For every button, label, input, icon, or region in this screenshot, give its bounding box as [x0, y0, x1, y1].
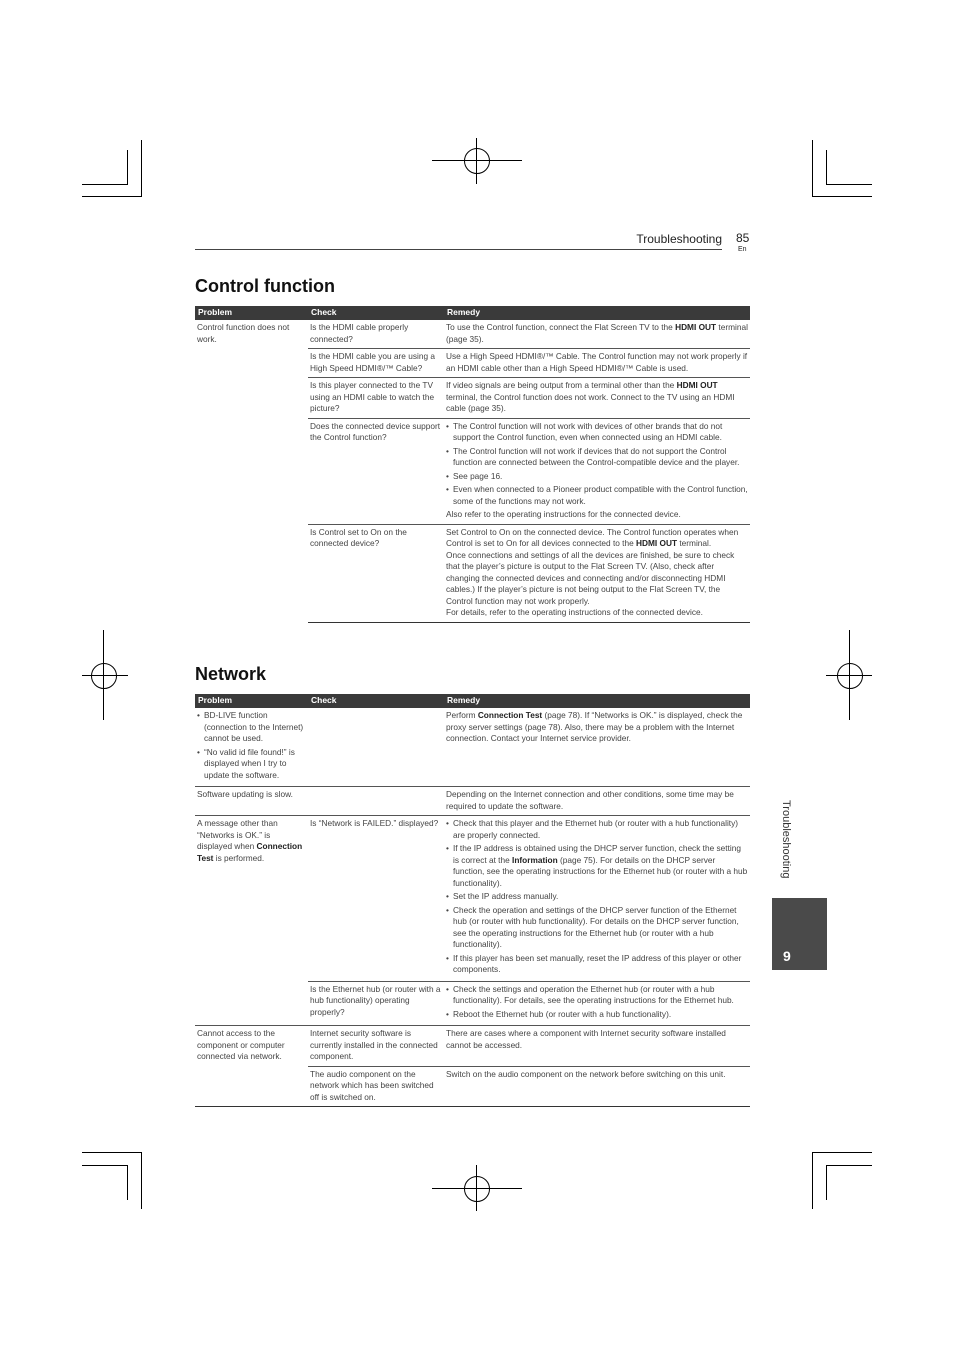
- remedy-bullet-list: [446, 818, 748, 976]
- remedy-bullet-list: [446, 984, 748, 1021]
- problem-bullet-list: [197, 710, 306, 781]
- registration-circle: [837, 663, 863, 689]
- table-row: [195, 787, 750, 816]
- remedy-cell: Perform Connection Test (page 78). If “Networks is OK.” is displayed, check the proxy server settings (page 78). Also, there may be a problem with the Internet connection. Contact your Internet service provider.: [444, 708, 750, 787]
- crop-mark: [812, 1152, 813, 1209]
- crop-mark: [82, 196, 142, 197]
- problem-cell: Control function does not work.: [197, 322, 290, 344]
- remedy-paragraph: Set Control to On on the connected device. The Control function operates when Control is set to On for all devices connected to the HDMI OUT terminal.: [446, 526, 739, 548]
- column-header-check: Check: [308, 306, 444, 320]
- remedy-cell: To use the Control function, connect the Flat Screen TV to the HDMI OUT terminal (page 35).: [444, 320, 750, 349]
- table-header-row: [195, 306, 750, 320]
- crop-mark: [826, 1165, 827, 1200]
- remedy-paragraph: Once connections and settings of all the devices are finished, be sure to check that the player’s picture is output to the Flat Screen TV. (Also, check after changing the connected devices and connecting and/or disconnecting HDMI cables.) If the player’s picture is not being output to the Flat Screen TV, the Control function may not work properly.: [446, 549, 735, 606]
- check-cell: Is the Ethernet hub (or router with a hub functionality) operating properly?: [308, 981, 444, 1026]
- check-cell: Is this player connected to the TV using an HDMI cable to watch the picture?: [308, 378, 444, 419]
- list-item: • The Control function will not work with devices of other brands that do not support the Control function, even when connected using an HDMI cable.: [453, 421, 748, 444]
- list-item: • Even when connected to a Pioneer product compatible with the Control function, some of the functions may not work.: [453, 484, 748, 507]
- list-item: • Check the settings and operation the Ethernet hub (or router with a hub functionality). For details, see the operating instructions for the Ethernet hub.: [453, 984, 748, 1007]
- crop-mark: [812, 196, 872, 197]
- remedy-cell: If video signals are being output from a terminal other than the HDMI OUT terminal, the Control function does not work. Connect to the TV using an HDMI cable (page 35).: [444, 378, 750, 419]
- crop-mark: [82, 1152, 142, 1153]
- check-cell: [308, 708, 444, 787]
- list-item: • Check that this player and the Ethernet hub (or router with a hub functionality) are properly connected.: [453, 818, 748, 841]
- problem-cell: Software updating is slow.: [195, 787, 308, 816]
- section-title-network: Network: [195, 664, 267, 684]
- list-item: • Set the IP address manually.: [453, 891, 748, 903]
- remedy-note: Also refer to the operating instructions for the connected device.: [446, 509, 681, 519]
- registration-circle: [91, 663, 117, 689]
- list-item: • If this player has been set manually, reset the IP address of this player or other components.: [453, 953, 748, 976]
- problem-cell: Cannot access to the component or computer connected via network.: [195, 1026, 308, 1107]
- crop-mark: [826, 150, 827, 185]
- remedy-cell: Switch on the audio component on the network before switching on this unit.: [444, 1066, 750, 1107]
- list-item: • BD-LIVE function (connection to the Internet) cannot be used.: [204, 710, 306, 745]
- crop-mark: [82, 1165, 128, 1166]
- list-item: • Check the operation and settings of the DHCP server function of the Ethernet hub (or router with hub functionality). For details on the DHCP server function, see the operating instructions for the Ethernet hub (or router with a hub functionality).: [453, 905, 748, 951]
- column-header-check: Check: [308, 694, 444, 708]
- check-cell: Is the HDMI cable properly connected?: [308, 320, 444, 349]
- side-section-label: Troubleshooting: [780, 800, 792, 879]
- crop-mark: [141, 1152, 142, 1209]
- network-table: [195, 694, 750, 1107]
- table-row: [195, 320, 750, 349]
- remedy-paragraph: For details, refer to the operating instructions of the connected device.: [446, 607, 703, 617]
- column-header-problem: Problem: [195, 694, 308, 708]
- crop-mark: [127, 150, 128, 185]
- remedy-cell: [444, 816, 750, 982]
- table-row: [195, 816, 750, 982]
- header-rule: [195, 249, 722, 250]
- remedy-cell: Use a High Speed HDMI®/™ Cable. The Control function may not work properly if an HDMI cable other than a High Speed HDMI®/™ Cable is used.: [444, 349, 750, 378]
- check-cell: The audio component on the network which has been switched off is switched on.: [308, 1066, 444, 1107]
- running-header-title: Troubleshooting: [636, 232, 722, 246]
- table-row: [195, 708, 750, 787]
- table-row: [195, 1026, 750, 1067]
- table-header-row: [195, 694, 750, 708]
- list-item: • If the IP address is obtained using the DHCP server function, check the setting is correct at the Information (page 75). For details on the DHCP server function, see the operating instructions for the Ethernet hub (or router with a hub functionality).: [453, 843, 748, 889]
- column-header-remedy: Remedy: [444, 306, 750, 320]
- problem-cell: [195, 708, 308, 787]
- crop-mark: [826, 1165, 872, 1166]
- chapter-tab: [772, 898, 827, 970]
- list-item: • Reboot the Ethernet hub (or router with a hub functionality).: [453, 1009, 748, 1021]
- list-item: • “No valid id file found!” is displayed when I try to update the software.: [204, 747, 306, 782]
- check-cell: Does the connected device support the Control function?: [308, 418, 444, 524]
- remedy-bullet-list: [446, 421, 748, 508]
- check-cell: Is the HDMI cable you are using a High Speed HDMI®/™ Cable?: [308, 349, 444, 378]
- remedy-cell: [444, 418, 750, 524]
- check-cell: Is “Network is FAILED.” displayed?: [308, 816, 444, 982]
- column-header-problem: Problem: [195, 306, 308, 320]
- registration-circle: [464, 148, 490, 174]
- crop-mark: [141, 140, 142, 197]
- crop-mark: [82, 184, 128, 185]
- crop-mark: [127, 1165, 128, 1200]
- check-cell: [308, 787, 444, 816]
- check-cell: Internet security software is currently installed in the connected component.: [308, 1026, 444, 1067]
- section-title-control-function: Control function: [195, 276, 335, 296]
- remedy-cell: Depending on the Internet connection and other conditions, some time may be required to update the software.: [444, 787, 750, 816]
- control-function-table: [195, 306, 750, 623]
- crop-mark: [812, 140, 813, 197]
- list-item: • See page 16.: [453, 471, 748, 483]
- problem-cell: A message other than “Networks is OK.” is displayed when Connection Test is performed.: [195, 816, 308, 1026]
- language-code: En: [738, 246, 747, 253]
- crop-mark: [812, 1152, 872, 1153]
- crop-mark: [826, 184, 872, 185]
- page-number: 85: [736, 231, 750, 245]
- remedy-cell: There are cases where a component with Internet security software installed cannot be accessed.: [444, 1026, 750, 1067]
- remedy-cell: [444, 524, 750, 622]
- remedy-cell: [444, 981, 750, 1026]
- check-cell: Is Control set to On on the connected device?: [308, 524, 444, 622]
- column-header-remedy: Remedy: [444, 694, 750, 708]
- registration-circle: [464, 1176, 490, 1202]
- chapter-number: 9: [783, 948, 791, 964]
- list-item: • The Control function will not work if devices that do not support the Control function are connected between the Control-compatible device and the player.: [453, 446, 748, 469]
